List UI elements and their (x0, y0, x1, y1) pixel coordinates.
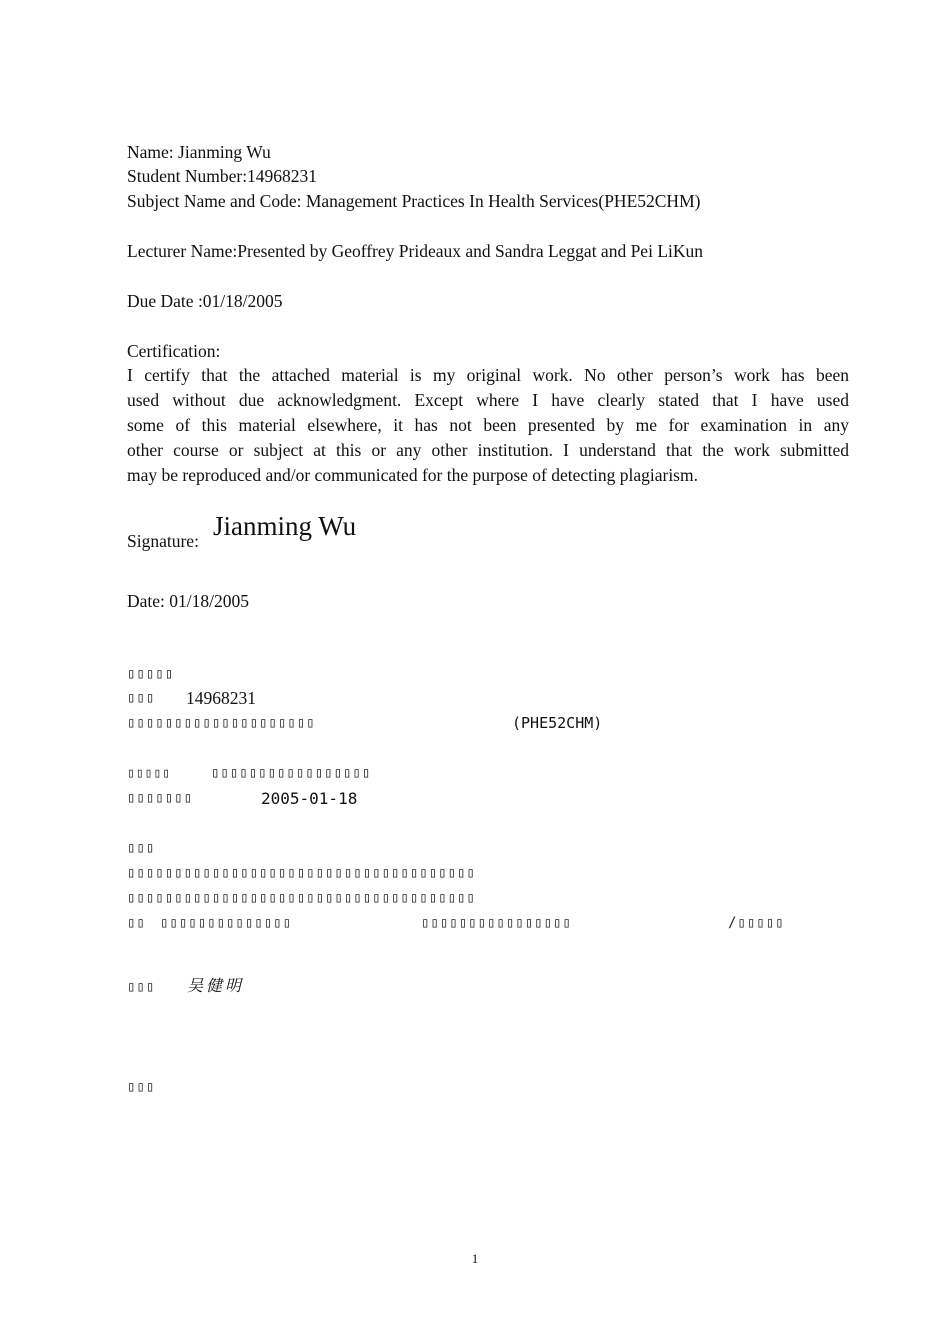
zh-due-label: ▯▯▯▯▯▯▯ (127, 790, 194, 806)
zh-cert-line: ▯▯ (127, 915, 146, 931)
certification-heading: Certification: (127, 341, 221, 361)
zh-lecturer-text: ▯▯▯▯▯▯▯▯▯▯▯▯▯▯▯▯▯ (211, 765, 372, 781)
zh-due-date: 2005-01-18 (261, 789, 358, 808)
zh-cert-line: ▯▯▯▯▯▯▯▯▯▯▯▯▯▯ (160, 915, 293, 931)
zh-cert-line: ▯▯▯▯▯▯▯▯▯▯▯▯▯▯▯▯▯▯▯▯▯▯▯▯▯▯▯▯▯▯▯▯▯▯▯▯▯ (127, 890, 476, 906)
zh-date-label: ▯▯▯ (127, 1079, 156, 1095)
lecturer-line: Lecturer Name:Presented by Geoffrey Prideaux and Sandra Leggat and Pei LiKun (127, 241, 704, 261)
zh-subject-text: ▯▯▯▯▯▯▯▯▯▯▯▯▯▯▯▯▯▯▯▯ (127, 715, 316, 731)
signature: Jianming Wu (213, 511, 357, 541)
student-number-line: Student Number:14968231 (127, 166, 318, 186)
certification-line: other course or subject at this or any other institution. I understand that the work submitted (127, 440, 849, 460)
page-number: 1 (471, 1251, 479, 1266)
certification-line: may be reproduced and/or communicated for the purpose of detecting plagiarism. (127, 465, 698, 485)
zh-signature-label: ▯▯▯ (127, 979, 156, 995)
date-line: Date: 01/18/2005 (127, 591, 249, 611)
zh-name-label: ▯▯▯▯▯ (127, 666, 175, 682)
zh-signature: 吴健明 (187, 976, 245, 995)
zh-student-number: 14968231 (186, 688, 256, 708)
zh-cert-line: ▯▯▯▯▯▯▯▯▯▯▯▯▯▯▯▯ (421, 915, 572, 931)
certification-paragraph (127, 363, 849, 488)
zh-subject-code: (PHE52CHM) (512, 714, 603, 732)
due-date-line: Due Date :01/18/2005 (127, 291, 283, 311)
certification-line: some of this material elsewhere, it has not been presented by me for examination in any (127, 415, 849, 435)
certification-line: used without due acknowledgment. Except where I have clearly stated that I have used (127, 390, 849, 410)
subject-line: Subject Name and Code: Management Practices In Health Services(PHE52CHM) (127, 191, 701, 211)
zh-cert-heading: ▯▯▯ (127, 840, 156, 856)
zh-cert-line: ▯▯▯▯▯▯▯▯▯▯▯▯▯▯▯▯▯▯▯▯▯▯▯▯▯▯▯▯▯▯▯▯▯▯▯▯▯ (127, 865, 476, 881)
signature-label: Signature: (127, 531, 199, 551)
zh-cert-line: /▯▯▯▯▯ (728, 915, 785, 931)
zh-lecturer-label: ▯▯▯▯▯ (127, 766, 172, 781)
name-line: Name: Jianming Wu (127, 142, 271, 162)
certification-line: I certify that the attached material is my original work. No other person’s work has been (127, 365, 849, 385)
zh-student-label: ▯▯▯ (127, 690, 156, 706)
